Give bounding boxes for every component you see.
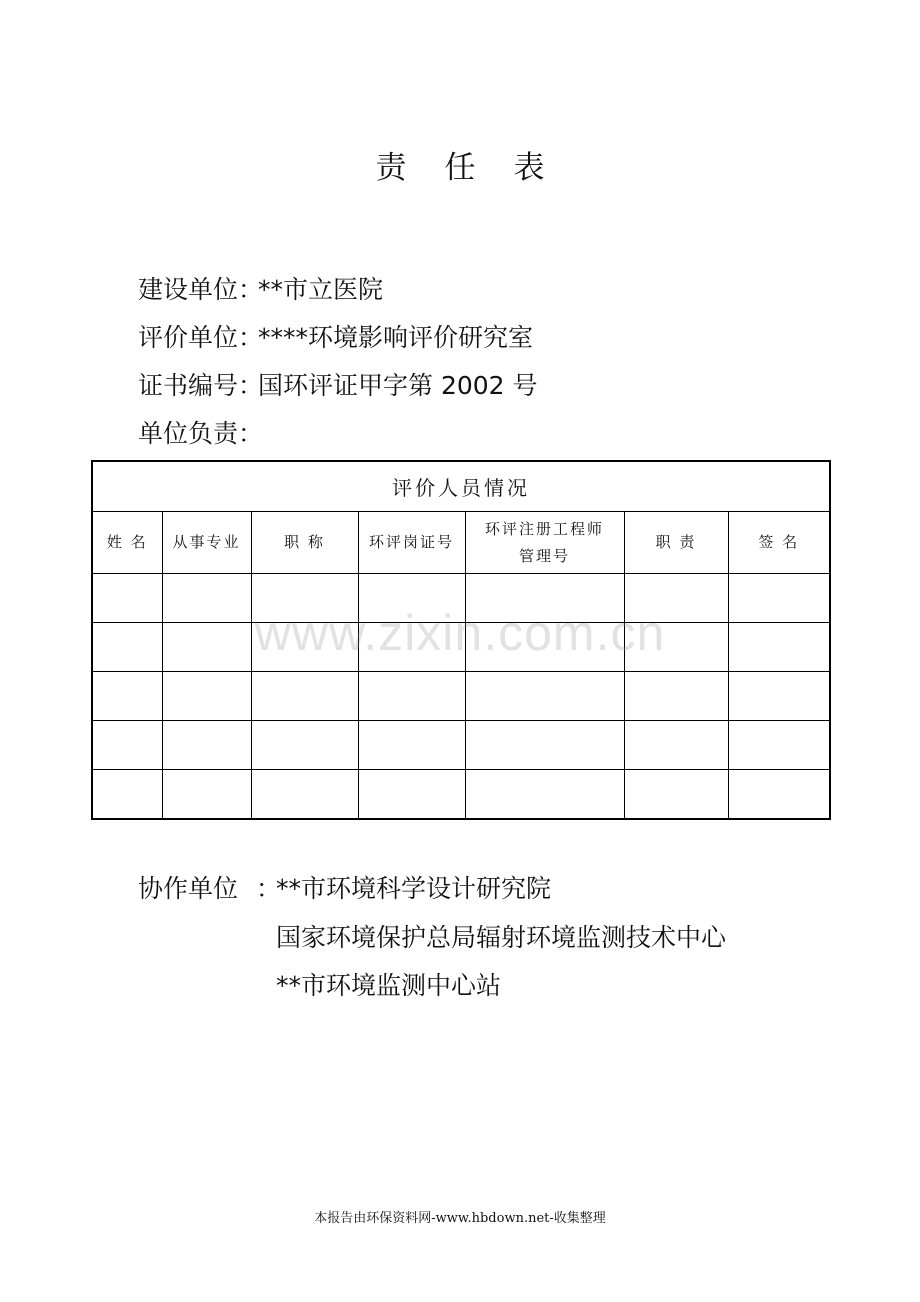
unit-responsible-line (138, 414, 264, 450)
table-cell (465, 672, 624, 721)
colon: ： (238, 275, 264, 304)
cooperation-unit: 国家环境保护总局辐射环境监测技术中心 (276, 922, 727, 952)
table-cell (624, 721, 728, 770)
table-cell (465, 770, 624, 820)
cooperation-unit: **市环境监测中心站 (276, 971, 502, 1000)
table-cell (465, 623, 624, 672)
colon: ： (238, 323, 264, 352)
evaluation-unit-label: 评价单位 (138, 323, 239, 352)
footer-note: 本报告由环保资料网-www.hbdown.net-收集整理 (314, 1211, 606, 1226)
table-cell (358, 623, 465, 672)
table-cell (728, 574, 830, 623)
table-cell (162, 770, 251, 820)
table-cell (251, 574, 358, 623)
table-cell (624, 770, 728, 820)
unit-responsible-label: 单位负责 (138, 419, 239, 448)
table-cell (92, 721, 162, 770)
table-cell (162, 574, 251, 623)
table-cell (251, 623, 358, 672)
certificate-number-value: 国环评证甲字第 2002 号 (258, 371, 538, 400)
table-row (92, 574, 830, 623)
table-cell (92, 672, 162, 721)
table-cell (92, 574, 162, 623)
construction-unit-line (138, 270, 383, 306)
table-cell (465, 721, 624, 770)
table-cell (465, 574, 624, 623)
table-cell (162, 672, 251, 721)
cooperation-label: 协作单位 (138, 874, 239, 903)
table-cell (728, 721, 830, 770)
table-cell (358, 770, 465, 820)
certificate-number-label: 证书编号 (138, 371, 239, 400)
table-cell (624, 672, 728, 721)
table-cell (92, 770, 162, 820)
colon: ： (256, 874, 282, 903)
table-cell (358, 672, 465, 721)
watermark: www.zixin.com.cn (254, 605, 666, 661)
table-cell (251, 672, 358, 721)
header-signature: 签 名 (728, 512, 830, 574)
header-name: 姓 名 (92, 512, 162, 574)
table-cell (251, 721, 358, 770)
header-registered-engineer-line1: 环评注册工程师 (484, 519, 604, 538)
table-row (92, 672, 830, 721)
document-title: 责任表 (375, 150, 583, 186)
construction-unit-value: **市立医院 (258, 275, 384, 304)
table-cell (162, 623, 251, 672)
certificate-number-line (138, 366, 538, 402)
table-row (92, 623, 830, 672)
cooperation-line (138, 872, 726, 921)
evaluation-unit-line (138, 318, 533, 354)
cooperation-unit: **市环境科学设计研究院 (276, 874, 552, 903)
table-cell (92, 623, 162, 672)
table-row (92, 770, 830, 820)
header-specialty: 从事专业 (162, 512, 251, 574)
header-registered-engineer-line2: 管理号 (518, 546, 570, 565)
table-cell (728, 672, 830, 721)
table-cell (624, 574, 728, 623)
table-cell (251, 770, 358, 820)
personnel-table (91, 460, 831, 820)
table-cell (358, 574, 465, 623)
colon: ： (238, 419, 264, 448)
table-row (92, 721, 830, 770)
header-eia-certificate: 环评岗证号 (358, 512, 465, 574)
header-title: 职 称 (251, 512, 358, 574)
table-cell (162, 721, 251, 770)
cooperation-block (138, 872, 726, 1018)
table-caption: 评价人员情况 (92, 461, 830, 512)
table-cell (728, 623, 830, 672)
header-duty: 职 责 (624, 512, 728, 574)
table-cell (358, 721, 465, 770)
colon: ： (238, 371, 264, 400)
table-cell (624, 623, 728, 672)
header-registered-engineer (465, 512, 624, 574)
construction-unit-label: 建设单位 (138, 275, 239, 304)
table-cell (728, 770, 830, 820)
evaluation-unit-value: ****环境影响评价研究室 (258, 323, 534, 352)
